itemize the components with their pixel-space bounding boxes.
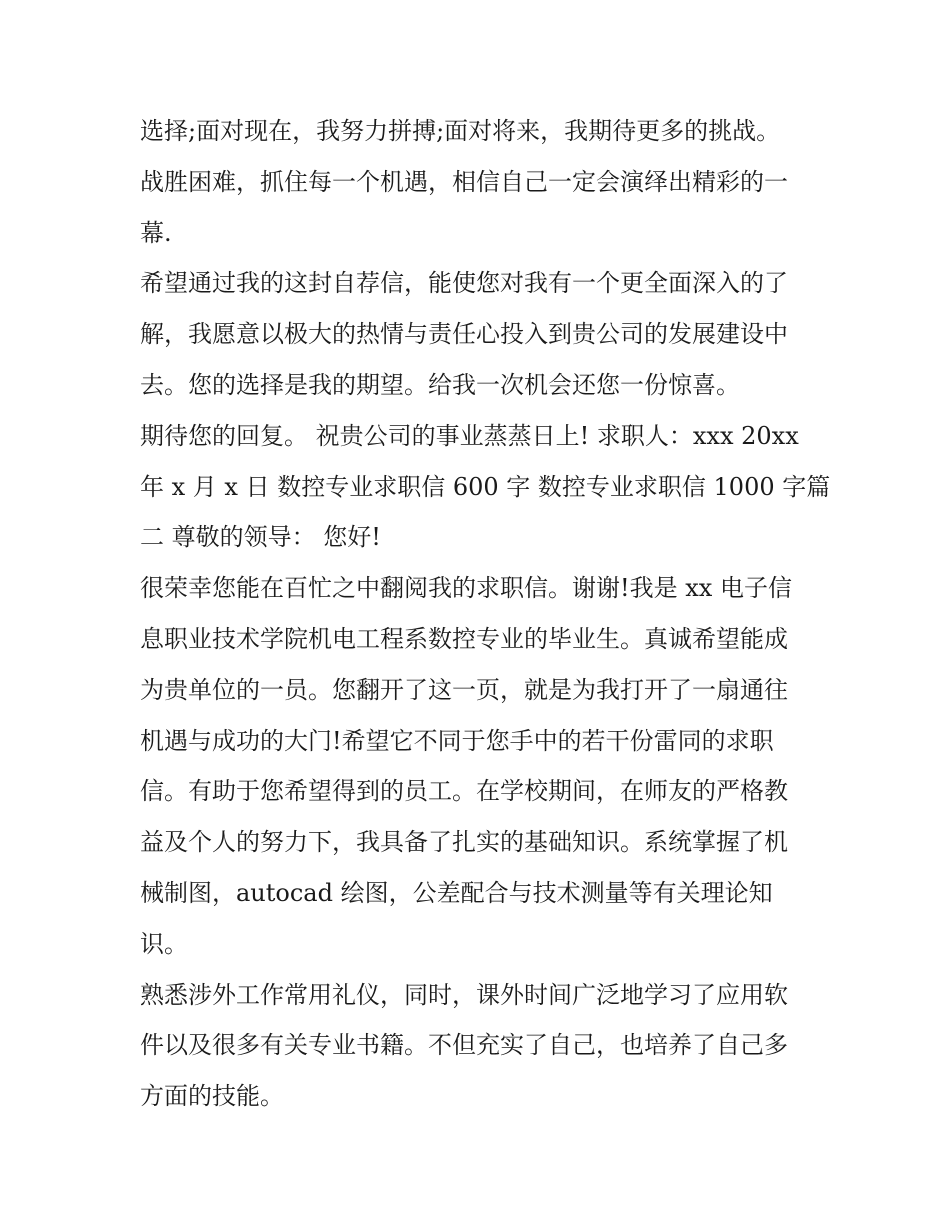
- text-line: 方面的技能。: [140, 1082, 284, 1111]
- text-line: 幕.: [140, 218, 172, 247]
- text-line: 二 尊敬的领导： 您好!: [140, 523, 381, 552]
- document-body: [140, 106, 831, 1122]
- text-line: 件以及很多有关专业书籍。不但充实了自己，也培养了自己多: [140, 1031, 788, 1060]
- text-line: 很荣幸您能在百忙之中翻阅我的求职信。谢谢!我是 xx 电子信: [140, 574, 792, 603]
- text-line: 解，我愿意以极大的热情与责任心投入到贵公司的发展建设中: [140, 320, 788, 349]
- text-line: 息职业技术学院机电工程系数控专业的毕业生。真诚希望能成: [140, 624, 788, 653]
- text-line: 机遇与成功的大门!希望它不同于您手中的若干份雷同的求职: [140, 726, 774, 755]
- text-line: 识。: [140, 929, 188, 958]
- text-line: 希望通过我的这封自荐信，能使您对我有一个更全面深入的了: [140, 269, 788, 298]
- text-line: 械制图，autocad 绘图，公差配合与技术测量等有关理论知: [140, 878, 773, 907]
- text-line: 信。有助于您希望得到的员工。在学校期间，在师友的严格教: [140, 777, 788, 806]
- text-line: 为贵单位的一员。您翻开了这一页，就是为我打开了一扇通往: [140, 675, 788, 704]
- text-line: 熟悉涉外工作常用礼仪，同时，课外时间广泛地学习了应用软: [140, 980, 788, 1009]
- text-line: 年 x 月 x 日 数控专业求职信 600 字 数控专业求职信 1000 字篇: [140, 472, 831, 501]
- text-line: 益及个人的努力下，我具备了扎实的基础知识。系统掌握了机: [140, 828, 788, 857]
- text-line: 期待您的回复。 祝贵公司的事业蒸蒸日上! 求职人：xxx 20xx: [140, 421, 799, 450]
- text-line: 选择;面对现在，我努力拼搏;面对将来，我期待更多的挑战。: [140, 117, 781, 145]
- text-line: 去。您的选择是我的期望。给我一次机会还您一份惊喜。: [140, 370, 740, 399]
- text-line: 战胜困难，抓住每一个机遇，相信自己一定会演绎出精彩的一: [140, 167, 788, 196]
